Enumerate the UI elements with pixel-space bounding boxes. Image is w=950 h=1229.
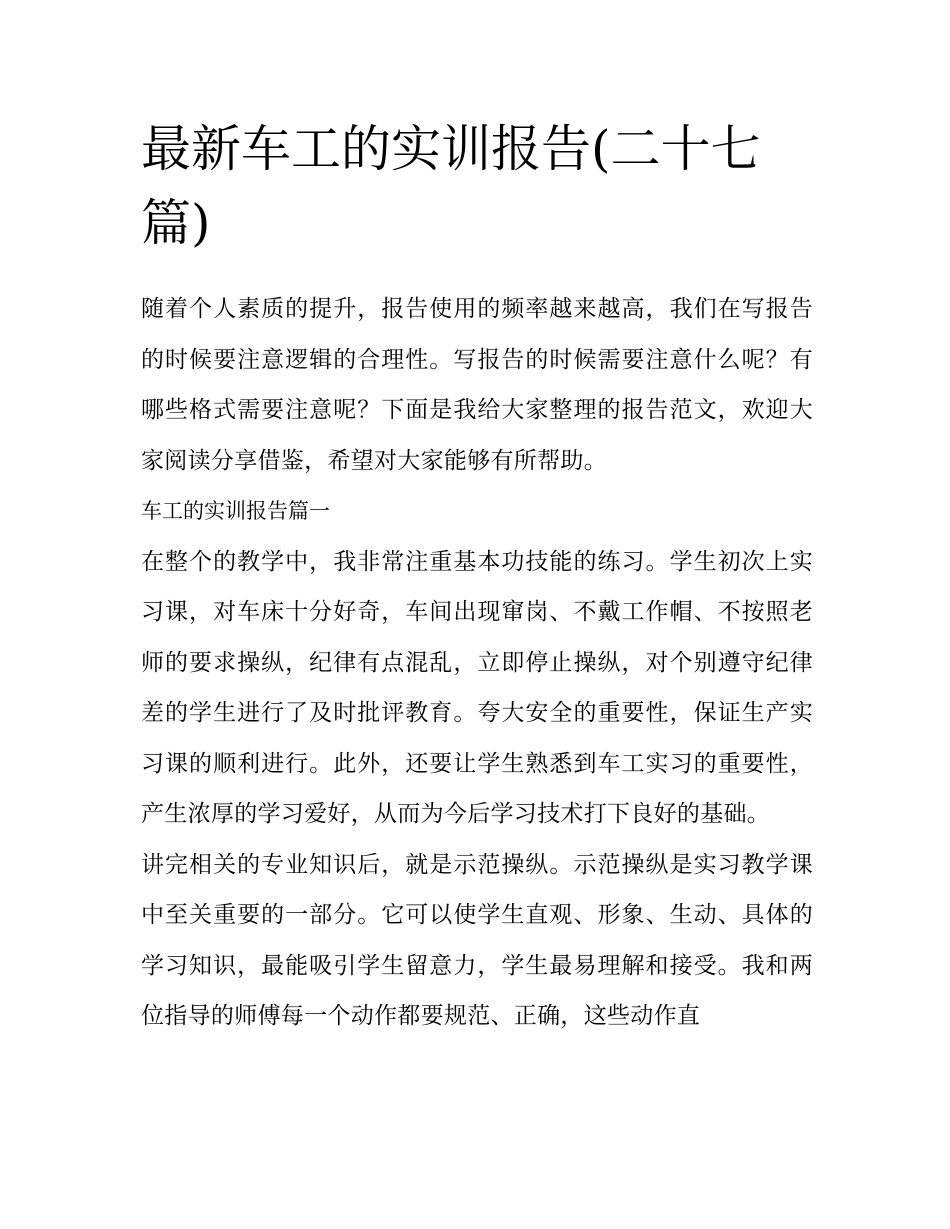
body-paragraph: 讲完相关的专业知识后，就是示范操纵。示范操纵是实习教学课中至关重要的一部分。它可以使学生直观、形象、生动、具体的学习知识，最能吸引学生留意力，学生最易理解和接受。我和两位指导的师傅每一个动作都要规范、正确，这些动作直 xyxy=(141,851,813,1029)
document-body xyxy=(141,112,813,1042)
document-title: 最新车工的实训报告(二十七篇) xyxy=(141,120,761,252)
body-paragraph: 在整个的教学中，我非常注重基本功技能的练习。学生初次上实习课，对车床十分好奇，车间出现窜岗、不戴工作帽、不按照老师的要求操纵，纪律有点混乱，立即停止操纵，对个别遵守纪律差的学生进行了及时批评教育。夸大安全的重要性，保证生产实习课的顺利进行。此外，还要让学生熟悉到车工实习的重要性，产生浓厚的学习爱好，从而为今后学习技术打下良好的基础。 xyxy=(141,548,813,827)
intro-paragraph: 随着个人素质的提升，报告使用的频率越来越高，我们在写报告的时候要注意逻辑的合理性。写报告的时候需要注意什么呢？有哪些格式需要注意呢？下面是我给大家整理的报告范文，欢迎大家阅读分享借鉴，希望对大家能够有所帮助。 xyxy=(141,296,813,474)
section-heading: 车工的实训报告篇一 xyxy=(141,499,330,523)
